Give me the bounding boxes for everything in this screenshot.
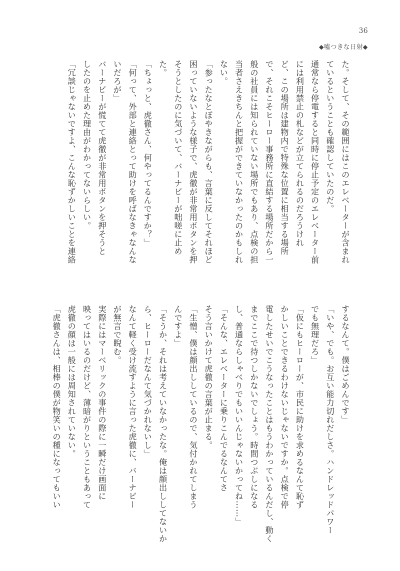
text-line: 虎徹の顔は一般には周知されていない。 — [67, 305, 78, 458]
text-line: そう言いかけて虎徹の言葉が止まる。 — [204, 305, 215, 450]
text-line: 「仮にもヒーローが、市民に助けを求めるなんて恥ず — [295, 305, 306, 509]
text-line: 「参ったなとぼやきながらも、言葉に反してそれほど — [204, 60, 215, 264]
text-line: かしいことできるわけないじゃないですか。点検で停 — [280, 305, 291, 509]
lower-text-block — [52, 305, 353, 543]
text-line: 「そんな、エレベーターに乗りこんでるなんてさ — [219, 305, 230, 492]
text-line: ない。 — [219, 60, 230, 86]
text-line: 「そうか、それは考えていなかったな。俺は顔出ししてないか — [158, 305, 169, 543]
text-line: なんて軽く受け流すように言った虎徹に、バーナビー — [128, 305, 139, 509]
text-line: 般の社員には知られていない場所でもあり、点検の担 — [249, 60, 260, 264]
text-line: 「生憎、僕は顔出ししているので、気付かれてしまう — [188, 305, 199, 509]
text-line: バーナビーが慌てて虎徹が非常用ボタンを押そうと — [97, 60, 108, 256]
text-line: でも無理だろ」 — [310, 305, 321, 365]
text-line: で、それこそヒーロー事務所に直結する場所だから一 — [264, 60, 275, 264]
text-line: ど、この場所は建物内で特殊な位置に相当する場所 — [280, 60, 291, 256]
upper-text-block — [68, 60, 353, 292]
text-line: し、普通ならしゃべりでもいいんじゃないかってね……」 — [234, 305, 245, 526]
text-line: いだろが」 — [112, 60, 123, 103]
text-line: するなんて。僕はごめんです」 — [341, 305, 351, 424]
text-line: 実際にはマーベリックの事件の際に一瞬だけ画面に — [97, 305, 108, 501]
text-line: ているということも確認していたのだ。 — [325, 60, 336, 213]
text-line: 電したせいでこうなったことはもうわかっているんだし、動く — [264, 305, 275, 543]
page-number: 36 — [358, 27, 368, 35]
text-line: 「虎徹さんは、相棒の僕が物笑いの種になってもいい — [52, 305, 63, 509]
text-line: 「いや、でも。お互い能力切れだしさ。ハンドレッドパワー — [325, 305, 336, 535]
text-line: には利用禁止の札などが立てられるのだろうけれ — [295, 60, 306, 247]
text-line: ら、ヒーローだなんて気づかれないし」 — [143, 305, 154, 458]
text-line: 「冗談じゃないですよ、こんな恥ずかしいことを連絡 — [67, 60, 78, 264]
text-line: 当者さえきちんと把握ができていなかったのかもしれ — [234, 60, 245, 264]
running-title: ◆噓つきな日射◆ — [318, 44, 368, 51]
text-line: 困っていないような様子で、虎徹が非常用ボタンを押 — [188, 60, 199, 264]
text-line: んですよ」 — [173, 305, 184, 348]
text-line: したのを止めた理由がわかってないらしい。 — [82, 60, 93, 230]
text-line: た。そして、その範囲にはこのエレベーターが含まれ — [341, 60, 351, 264]
text-line: が無言で睨む。 — [112, 305, 123, 365]
text-line: た。 — [158, 60, 169, 77]
text-line: までここで待つしかないでしょう。時間つぶしになる — [249, 305, 260, 509]
text-line: 通常なら停電すると同時に停止予定のエレベーター前 — [310, 60, 321, 264]
text-line: そうとしたのに気づいて、バーナビーが咄嗟に止め — [173, 60, 184, 256]
text-line: 「ちょっと、虎徹さん、何やってるんですか？」 — [143, 60, 154, 247]
text-line: 映ってはいるのだけど、薄暗がりということもあって — [82, 305, 93, 509]
text-line: 「何って、外部と連絡とって助けを呼ばなきゃなんな — [128, 60, 139, 264]
